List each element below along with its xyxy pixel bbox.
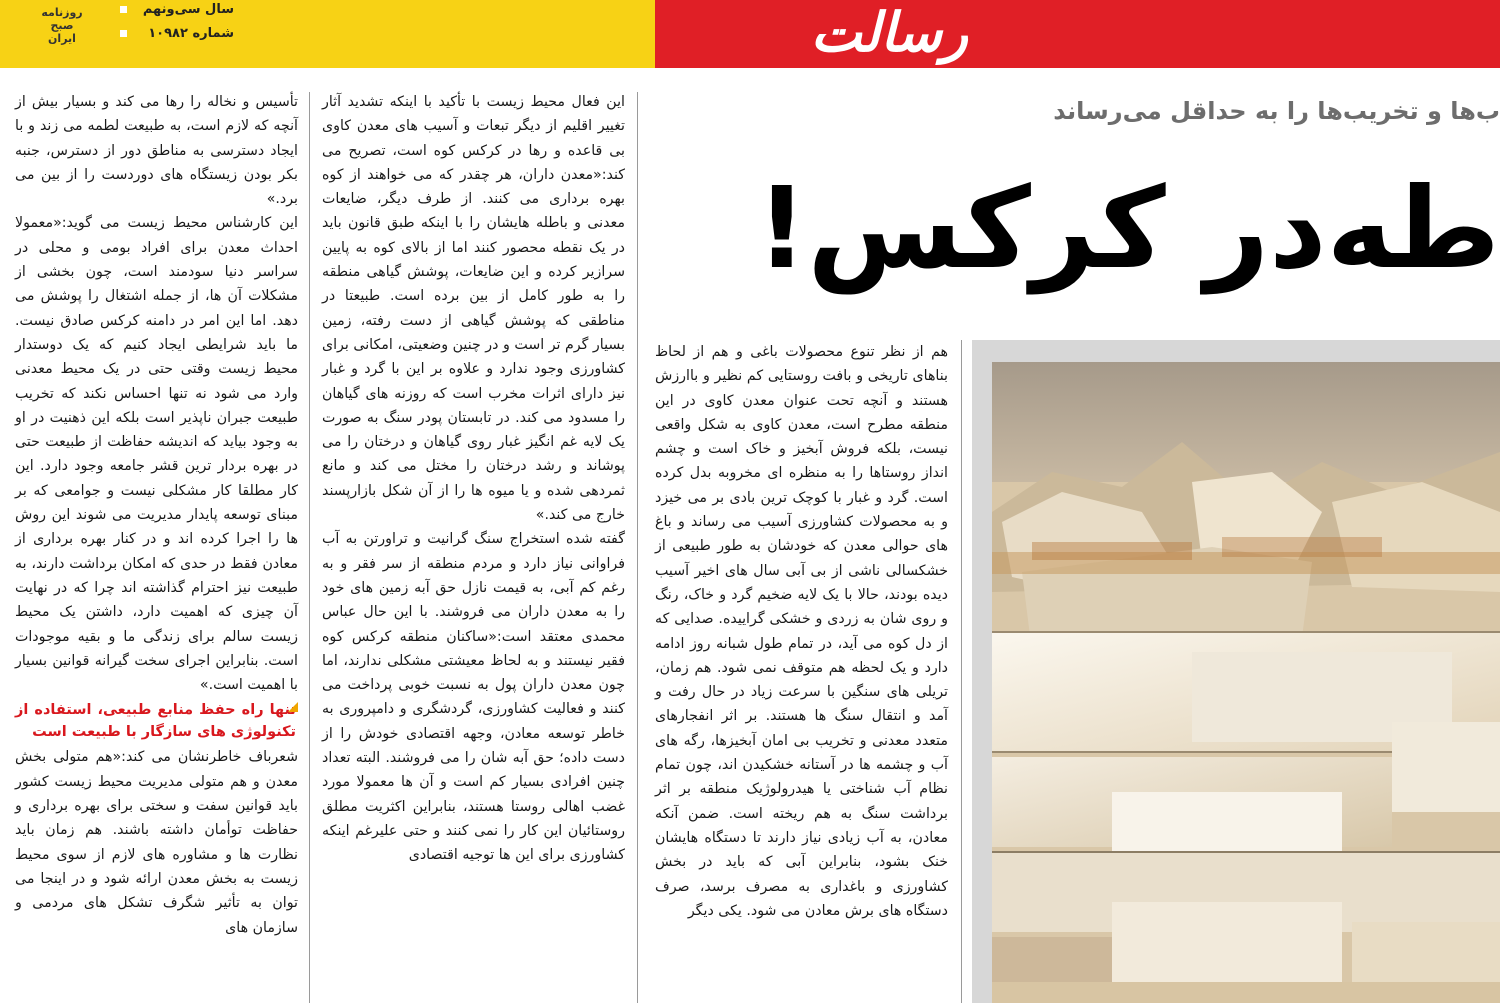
article-photo-frame [972,340,1500,1003]
logo-line: ایران [48,31,76,45]
issue-number: شماره ۱۰۹۸۲ [148,26,234,41]
year-row [118,0,258,22]
logo-line: روزنامه [41,5,83,19]
paragraph: این کارشناس محیط زیست می گوید:«معمولا احداث معدن برای افراد بومی و محلی در سراسر دنیا سودمند است، چون بخشی از مشکلات آن ها، از جمله اشتغال را پوشش می دهد. اما این امر در دامنه کرکس صادق نیست. ما باید شرایطی ایجاد کنیم که یک دوستدار محیط زیست وقتی حتی در یک محیط معدنی وارد می شود نه تنها احساس نکند که تخریب طبیعت جبران ناپذیر است بلکه این ذهنیت در او به وجود بیاید که اندیشه حفاظت از طبیعت حتی در بهره بردار ترین قشر جامعه وجود دارد. این کار مطلقا کار مشکلی نیست و جوامعی که بر مبنای توسعه پایدار مدیریت می شوند این روش ها را اجرا کرده اند و در کنار بهره برداری از معادن فقط در حدی که امکان برداشت دارند، به طبیعت نیز احترام گذاشته اند چرا که در نهایت آن چیزی که اهمیت دارد، داشتن یک محیط زیست سالم برای زندگی ما و بقیه موجودات است. بنابراین اجرای سخت گیرانه قوانین بسیار با اهمیت است.» [15,215,298,694]
column-rule [309,92,310,1003]
paragraph: تأسیس و نخاله را رها می کند و بسیار بیش از آنچه که لازم است، به طبیعت لطمه می زند و با ایجاد دسترسی به مناطق دور از دسترس، جنبه بکر بودن زیستگاه های دوردست را از بین می برد.» [15,94,298,208]
article-column-3 [655,90,948,1003]
column-rule [961,340,962,1003]
subhead-text: تنها راه حفظ منابع طبیعی، استفاده از تکنولوژی های سازگار با طبیعت است [15,702,296,741]
bullet-square-icon [120,30,127,37]
year-label: سال سی‌ونهم [142,2,234,17]
issue-info [118,0,258,50]
article-kicker: ب‌ها و تخریب‌ها را به حداقل می‌رساند [1053,97,1500,125]
issue-row [118,24,258,46]
article-column-2 [322,90,625,1003]
column-rule [637,92,638,1003]
masthead-bar [0,0,1500,68]
article-subhead [15,699,298,743]
newspaper-logo [30,2,94,48]
paragraph: گفته شده استخراج سنگ گرانیت و تراورتن به آب فراوانی نیاز دارد و مردم منطقه از سر فقر و به رغم کم آبی، به قیمت نازل حق آبه زمین های خود را به معدن داران می فروشند. با این حال عباس محمدی معتقد است:«ساکنان منطقه کرکس کوه فقیر نیستند و به لحاظ معیشتی مشکلی ندارند، اما چون معدن داران پول به نسبت خوبی پرداخت می کنند و فعالیت کشاورزی، گردشگری و دامپروری به خاطر توسعه معادن، وجهه اقتصادی خودش را از دست داده؛ حق آبه شان را می فروشند. البته تعداد چنین افرادی بسیار کم است و آن ها معمولا مورد غضب اهالی روستا هستند، بنابراین اکثریت مطلق روستائیان این کار را نمی کنند و حتی علیرغم اینکه کشاورزی برای این ها توجیه اقتصادی [322,531,625,864]
paragraph: شعرباف خاطرنشان می کند:«هم متولی بخش معدن و هم متولی مدیریت محیط زیست کشور باید قوانین سفت و سختی برای بهره برداری و حفاظت توأمان داشته باشند. هم زمان باید نظارت ها و مشاوره های لازم از سوی محیط زیست به بخش معدن ارائه شود و در اینجا می توان به تأثیر شگرف تشکل های مردمی و سازمان های [15,749,298,936]
masthead-yellow-band [0,0,655,68]
paragraph: این فعال محیط زیست با تأکید با اینکه تشدید آثار تغییر اقلیم از دیگر تبعات و آسیب های معدن کاوی بی قاعده و رها در کرکس کوه است، تصریح می کند:«معدن داران، هر چقدر که می خواهند از کوه بهره برداری می کنند. از طرف دیگر، ضایعات معدنی و باطله هایشان را با اینکه طبق قانون باید در یک نقطه محصور کنند اما از بالای کوه به پایین سرازیر کرده و این ضایعات، پوشش گیاهی منطقه را به طور کامل از بین برده است. طبیعتا در مناطقی که پوشش گیاهی از دست رفته، زمین بسیار گرم تر است و در چنین وضعیتی، امکانی برای کشاورزی وجود ندارد و علاوه بر این با گرد و غبار نیز دارای اثرات مخرب است که روزنه های گیاهان را مسدود می کند. در تابستان پودر سنگ به صورت یک لایه غم انگیز غبار روی گیاهان و درختان را می پوشاند و رشد درختان را مختل می کند و مانع ثمردهی شده و یا میوه ها را از آن شکل بازارپسند خارج می کند.» [322,94,625,524]
triangle-marker-icon [288,702,298,712]
paragraph: هم از نظر تنوع محصولات باغی و هم از لحاظ بناهای تاریخی و بافت روستایی کم نظیر و باارزش هستند و آنچه تحت عنوان معدن کاوی در این منطقه مطرح است، معدن کاوی به شکل واقعی نیست، بلکه فروش آبخیز و خاک است و چشم انداز روستاها را به منظره ای مخروبه بدل کرده است. گرد و غبار با کوچک ترین بادی بر می خیزد و به محصولات کشاورزی آسیب می رساند و باغ های حوالی معدن که خودشان به طور طبیعی از خشکسالی ناشی از بی آبی سال های اخیر آسیب دیده بودند، حالا با یک لایه ضخیم گرد و خاک، رنگ و روی شان به زردی و خشکی گراییده. صدایی که از دل کوه می آید، در تمام طول شبانه روز ادامه دارد و یک لحظه هم متوقف نمی شود. هم زمان، تریلی های سنگین با سرعت زیاد در حال رفت و آمد و انتقال سنگ ها هستند. بر اثر انفجارهای متعدد معدنی و تخریب بی امان آبخیزها، رگه های آب و چشمه ها در آستانه خشکیدن اند، چون تمام نظام آب شناختی یا هیدرولوژیک منطقه بر اثر برداشت سنگ به هم ریخته است. ضمن آنکه معادن، به آب زیادی نیاز دارند تا دستگاه هایشان خنک بشود، بنابراین آبی که باید در بخش کشاورزی و باغداری به مصرف برسد، صرف دستگاه های برش معادن می شود. یکی دیگر [655,344,948,919]
quarry-photo [992,362,1500,1003]
bullet-square-icon [120,6,127,13]
article-column-1 [15,90,298,1003]
masthead-title: رسالت [810,0,968,64]
logo-line: صبح [50,18,74,32]
article-headline: طه‌در کرکس! [756,164,1500,294]
